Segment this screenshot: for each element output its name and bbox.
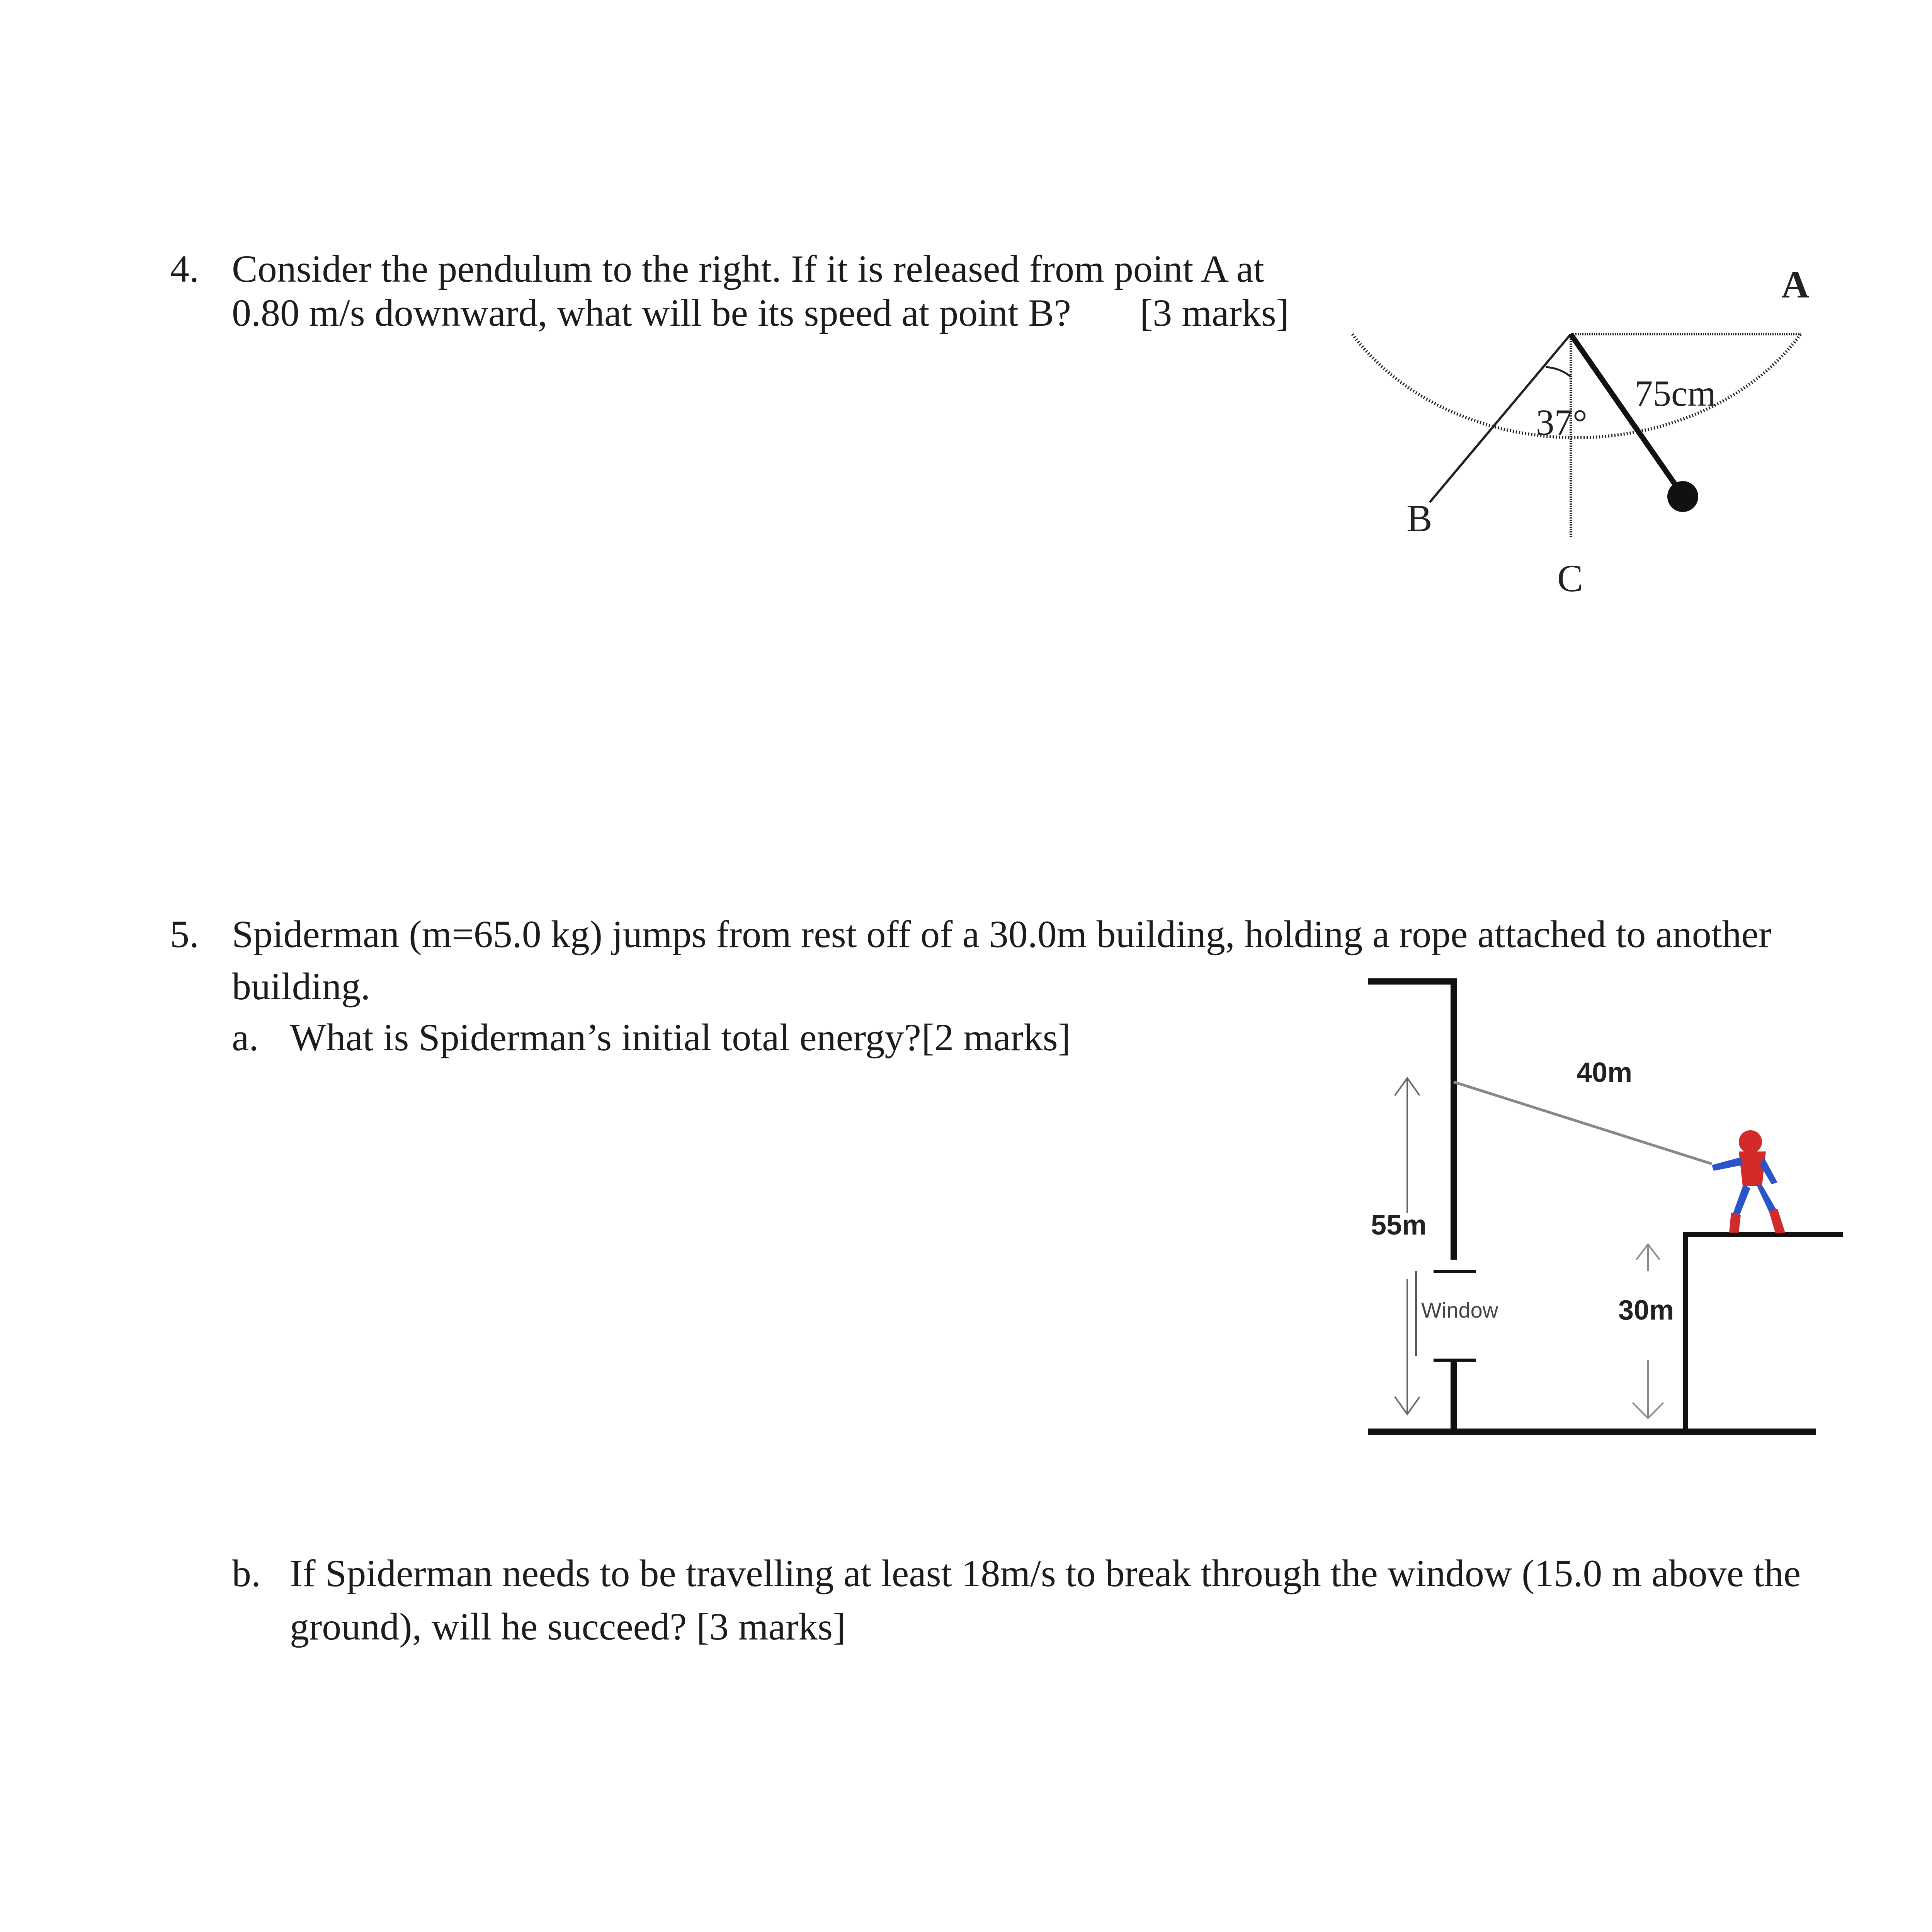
spiderman-figure <box>1712 1130 1785 1233</box>
angle-label: 37° <box>1536 402 1587 443</box>
spiderman-arm-left <box>1712 1157 1743 1171</box>
spiderman-leg-left <box>1733 1184 1750 1215</box>
q4-text-line2: 0.80 m/s downward, what will be its speed at point B? <box>232 291 1071 334</box>
spiderman-head <box>1739 1130 1762 1153</box>
pendulum-diagram <box>1314 251 1855 599</box>
q5b-letter: b. <box>232 1552 261 1595</box>
point-a-label: A <box>1781 263 1810 306</box>
short-height-label: 30m <box>1618 1295 1674 1326</box>
q5a-marks: [2 marks] <box>922 1016 1071 1059</box>
q5a-text: What is Spiderman’s initial total energy? <box>290 1016 921 1059</box>
angle-arc <box>1546 367 1571 377</box>
rope-length-label: 40m <box>1577 1057 1633 1088</box>
q5-text-line2: building. <box>232 965 371 1008</box>
spiderman-boot-left <box>1729 1213 1741 1233</box>
q5b-text-line1: If Spiderman needs to be travelling at least 18m/s to break through the window (15.0 m above the <box>290 1552 1801 1595</box>
tall-height-label: 55m <box>1371 1210 1427 1241</box>
pendulum-bob <box>1667 481 1698 512</box>
point-b-label: B <box>1406 497 1432 540</box>
spiderman-torso <box>1739 1151 1766 1186</box>
spiderman-boot-right <box>1769 1209 1785 1233</box>
q5-number: 5. <box>170 913 199 956</box>
spiderman-diagram <box>1352 966 1855 1449</box>
q5b-text-line2: ground), will he succeed? [3 marks] <box>290 1605 846 1648</box>
spiderman-leg-right <box>1756 1184 1777 1213</box>
window-label: Window <box>1421 1298 1498 1322</box>
point-c-label: C <box>1557 557 1583 599</box>
q5-text-line1: Spiderman (m=65.0 kg) jumps from rest off of a 30.0m building, holding a rope attached to another <box>232 913 1772 956</box>
rope <box>1454 1082 1712 1164</box>
q5a-letter: a. <box>232 1016 259 1059</box>
length-label: 75cm <box>1634 373 1716 414</box>
q4-number: 4. <box>170 247 199 290</box>
q4-marks: [3 marks] <box>1140 291 1289 334</box>
q4-text-line1: Consider the pendulum to the right. If it is released from point A at <box>232 247 1264 290</box>
